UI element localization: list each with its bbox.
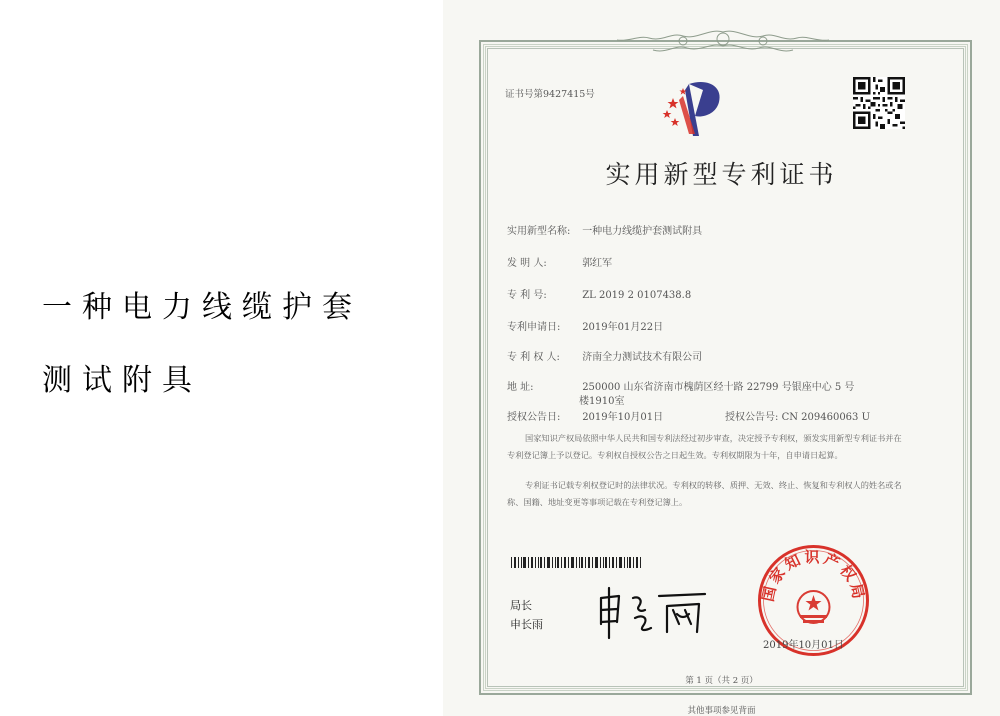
chief-name: 申长雨 bbox=[510, 618, 543, 631]
certificate-paragraph-1: 国家知识产权局依照中华人民共和国专利法经过初步审查，决定授予专利权，颁发实用新型专利证书并在专利登记簿上予以登记。专利权自授权公告之日起生效。专利权期限为十年，自申请日起算。 bbox=[507, 433, 902, 460]
barcode-icon bbox=[511, 557, 643, 568]
seal-text: 国家知识产权局 bbox=[758, 548, 869, 604]
inventor-value: 郭红军 bbox=[582, 258, 613, 269]
filing-date-row bbox=[507, 318, 663, 333]
patent-number-value: ZL 2019 2 0107438.8 bbox=[582, 290, 692, 301]
address-line-2: 楼1910室 bbox=[579, 396, 625, 407]
grant-number-label: 授权公告号: bbox=[725, 412, 779, 423]
grant-date-label: 授权公告日: bbox=[507, 412, 561, 423]
patent-number-label: 专 利 号: bbox=[507, 290, 547, 301]
filing-date-value: 2019年01月22日 bbox=[582, 322, 664, 333]
patent-office-logo-icon bbox=[659, 76, 739, 140]
grant-date-row bbox=[507, 408, 663, 423]
chief-title: 局长 bbox=[510, 599, 532, 612]
address-label: 地 址: bbox=[507, 382, 534, 393]
page-number: 第 1 页（共 2 页） bbox=[685, 676, 758, 686]
document-title-line-2: 测试附具 bbox=[42, 363, 202, 398]
certificate-paragraph-2: 专利证书记载专利权登记时的法律状况。专利权的转移、质押、无效、终止、恢复和专利权人的姓名或名称、国籍、地址变更等事项记载在专利登记簿上。 bbox=[507, 480, 902, 507]
certificate-number: 证书号第9427415号 bbox=[505, 89, 595, 100]
patentee-value: 济南全力测试技术有限公司 bbox=[582, 352, 703, 363]
utility-model-name-value: 一种电力线缆护套测试附具 bbox=[582, 226, 703, 237]
utility-model-name-row bbox=[507, 222, 702, 237]
patentee-row bbox=[507, 348, 702, 363]
svg-text:国家知识产权局 bbox=[759, 548, 868, 603]
inventor-row bbox=[507, 254, 612, 269]
signature-icon bbox=[593, 584, 713, 640]
back-note: 其他事项参见背面 bbox=[687, 706, 756, 716]
patentee-label: 专 利 权 人: bbox=[507, 352, 560, 363]
address-row bbox=[507, 378, 854, 393]
inventor-label: 发 明 人: bbox=[507, 258, 547, 269]
grant-number-row bbox=[725, 408, 870, 423]
certificate-inner-border bbox=[487, 48, 964, 687]
top-ornament-icon bbox=[613, 26, 833, 60]
address-line-1: 250000 山东省济南市槐荫区经十路 22799 号银座中心 5 号 bbox=[582, 382, 855, 393]
utility-model-name-label: 实用新型名称: bbox=[507, 226, 571, 237]
certificate-title: 实用新型专利证书 bbox=[605, 160, 838, 189]
qr-code-icon bbox=[853, 77, 905, 129]
grant-date-value: 2019年10月01日 bbox=[582, 412, 664, 423]
patent-number-row bbox=[507, 286, 691, 301]
seal-date: 2019年10月01日 bbox=[763, 640, 844, 651]
grant-number-value: CN 209460063 U bbox=[781, 412, 871, 423]
patent-certificate bbox=[443, 0, 1000, 716]
document-title-line-1: 一种电力线缆护套 bbox=[42, 290, 362, 325]
filing-date-label: 专利申请日: bbox=[507, 322, 561, 333]
